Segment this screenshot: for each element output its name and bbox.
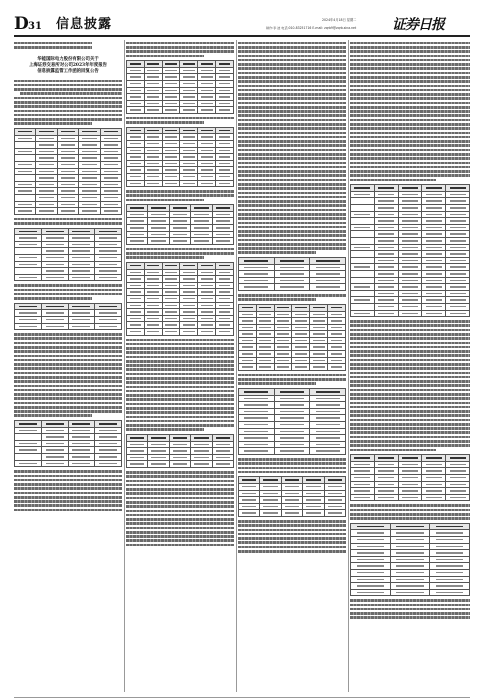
text-line xyxy=(238,102,346,105)
text-line xyxy=(14,80,122,83)
data-table xyxy=(126,434,234,468)
text-line xyxy=(350,153,470,156)
text-line xyxy=(126,531,234,534)
text-line xyxy=(350,337,470,340)
text-line xyxy=(14,402,122,405)
text-line xyxy=(238,537,346,540)
text-line xyxy=(14,376,122,379)
text-line xyxy=(126,488,234,491)
text-line xyxy=(350,397,470,400)
text-line xyxy=(350,324,470,327)
text-line xyxy=(14,342,122,345)
text-line xyxy=(238,114,346,117)
text-line xyxy=(238,230,346,233)
data-table xyxy=(126,127,234,187)
text-line xyxy=(238,222,346,225)
text-line xyxy=(126,121,204,124)
section-letter: D xyxy=(14,14,29,34)
text-line xyxy=(14,509,122,512)
text-line xyxy=(238,234,346,237)
masthead-rule xyxy=(14,35,470,37)
data-table xyxy=(350,184,470,317)
text-line xyxy=(14,110,122,113)
text-line xyxy=(238,467,346,470)
text-line xyxy=(126,252,234,255)
text-line xyxy=(238,166,346,169)
text-line xyxy=(238,59,346,62)
text-line xyxy=(238,529,346,532)
text-line xyxy=(350,157,470,160)
text-line xyxy=(350,389,470,392)
text-line xyxy=(238,174,346,177)
text-line xyxy=(238,50,346,53)
text-line xyxy=(350,59,470,62)
text-line xyxy=(14,42,92,45)
text-line xyxy=(238,157,346,160)
text-line xyxy=(238,136,346,139)
text-line xyxy=(126,117,234,120)
text-line xyxy=(14,350,122,353)
text-line xyxy=(14,284,122,287)
text-line xyxy=(126,343,234,346)
text-line xyxy=(14,97,122,100)
text-line xyxy=(350,354,470,357)
text-line xyxy=(238,110,346,113)
text-line xyxy=(350,80,470,83)
newspaper-logo: 证券日报 xyxy=(392,17,444,33)
text-line xyxy=(14,385,122,388)
text-line xyxy=(126,501,234,504)
article-title-line: 信息披露监管工作函的回复公告 xyxy=(37,68,99,74)
text-line xyxy=(14,84,122,87)
text-line xyxy=(14,293,122,296)
text-line xyxy=(126,46,234,49)
text-line xyxy=(14,355,122,358)
text-line xyxy=(238,63,346,66)
text-line xyxy=(350,410,470,413)
text-line xyxy=(350,140,470,143)
text-line xyxy=(350,76,470,79)
text-line xyxy=(350,393,470,396)
text-line xyxy=(350,359,470,362)
text-line xyxy=(126,377,234,380)
text-line xyxy=(350,93,470,96)
text-line xyxy=(238,42,346,45)
text-line xyxy=(126,514,234,517)
column-divider xyxy=(124,40,125,692)
text-line xyxy=(126,522,234,525)
column-divider xyxy=(348,40,349,692)
text-line xyxy=(350,342,470,345)
text-line xyxy=(238,179,346,182)
data-table xyxy=(126,204,234,245)
column-4 xyxy=(350,40,470,692)
text-line xyxy=(238,251,316,254)
text-line xyxy=(14,393,122,396)
text-line xyxy=(14,88,122,91)
text-line xyxy=(350,509,470,512)
text-line xyxy=(238,226,346,229)
text-line xyxy=(14,492,122,495)
column-divider xyxy=(236,40,237,692)
text-line xyxy=(350,329,470,332)
text-line xyxy=(350,372,470,375)
text-line xyxy=(126,471,234,474)
text-line xyxy=(238,541,346,544)
text-line xyxy=(238,93,346,96)
text-line xyxy=(350,380,470,383)
text-line xyxy=(350,367,470,370)
text-line xyxy=(126,424,234,427)
text-line xyxy=(126,199,204,202)
text-line xyxy=(126,544,234,547)
column-3 xyxy=(238,40,346,692)
data-table xyxy=(350,523,470,597)
text-line xyxy=(126,403,234,406)
text-line xyxy=(238,144,346,147)
text-line xyxy=(350,132,470,135)
text-line xyxy=(238,153,346,156)
text-line xyxy=(350,162,470,165)
text-line xyxy=(126,55,204,58)
text-line xyxy=(14,372,122,375)
text-line xyxy=(14,333,122,336)
text-line xyxy=(350,119,470,122)
text-line xyxy=(238,471,346,474)
text-line xyxy=(14,101,122,104)
text-line xyxy=(14,470,122,473)
column-1 xyxy=(14,40,122,692)
text-line xyxy=(350,127,470,130)
text-line xyxy=(350,376,470,379)
text-line xyxy=(126,480,234,483)
text-line xyxy=(14,414,92,417)
text-line xyxy=(20,92,122,95)
text-line xyxy=(126,356,234,359)
text-line xyxy=(350,333,470,336)
text-line xyxy=(14,504,122,507)
text-line xyxy=(126,505,234,508)
text-line xyxy=(14,46,92,49)
text-line xyxy=(350,174,470,177)
text-line xyxy=(126,484,234,487)
text-line xyxy=(14,483,122,486)
text-line xyxy=(14,487,122,490)
data-table xyxy=(238,388,346,455)
data-table xyxy=(14,420,122,467)
text-line xyxy=(126,527,234,530)
text-line xyxy=(350,444,470,447)
text-line xyxy=(126,518,234,521)
text-line xyxy=(238,149,346,152)
text-line xyxy=(350,612,470,615)
text-line xyxy=(126,539,234,542)
text-line xyxy=(238,374,346,377)
text-line xyxy=(350,55,470,58)
text-line xyxy=(238,140,346,143)
data-table xyxy=(350,454,470,501)
text-line xyxy=(350,179,436,182)
text-line xyxy=(238,382,316,385)
text-line xyxy=(350,504,470,507)
text-line xyxy=(126,339,234,342)
text-line xyxy=(126,360,234,363)
text-line xyxy=(238,76,346,79)
text-line xyxy=(126,492,234,495)
data-table xyxy=(126,60,234,114)
text-line xyxy=(126,510,234,513)
text-line xyxy=(238,217,346,220)
text-line xyxy=(350,114,470,117)
text-line xyxy=(350,384,470,387)
text-line xyxy=(238,458,346,461)
text-line xyxy=(350,616,470,619)
text-line xyxy=(14,380,122,383)
text-line xyxy=(126,373,234,376)
text-line xyxy=(238,247,346,250)
text-line xyxy=(238,298,316,301)
text-line xyxy=(126,416,234,419)
text-line xyxy=(238,106,346,109)
text-line xyxy=(350,517,470,520)
text-line xyxy=(350,431,470,434)
text-line xyxy=(126,364,234,367)
text-line xyxy=(350,166,470,169)
text-line xyxy=(350,136,470,139)
text-line xyxy=(126,351,234,354)
text-line xyxy=(14,105,122,108)
text-line xyxy=(14,496,122,499)
text-line xyxy=(238,213,346,216)
text-line xyxy=(238,378,346,381)
text-line xyxy=(126,190,234,193)
text-line xyxy=(126,535,234,538)
text-line xyxy=(126,368,234,371)
text-line xyxy=(238,294,346,297)
text-line xyxy=(350,149,470,152)
text-line xyxy=(238,119,346,122)
section-title: 信息披露 xyxy=(56,17,113,32)
text-line xyxy=(350,63,470,66)
text-line xyxy=(350,604,470,607)
data-table xyxy=(238,257,346,291)
column-2 xyxy=(126,40,234,692)
text-line xyxy=(238,550,346,553)
text-line xyxy=(14,122,92,125)
text-line xyxy=(350,440,470,443)
text-line xyxy=(238,170,346,173)
issue-date: 2024年4月18日 星期二 xyxy=(322,18,357,22)
data-table xyxy=(238,304,346,371)
text-line xyxy=(126,420,234,423)
text-line xyxy=(350,402,470,405)
text-line xyxy=(350,72,470,75)
text-line xyxy=(238,200,346,203)
page-number: 31 xyxy=(28,21,42,32)
text-line xyxy=(238,533,346,536)
text-line xyxy=(126,194,234,197)
text-line xyxy=(14,475,122,478)
text-line xyxy=(14,118,122,121)
text-line xyxy=(350,42,470,45)
text-line xyxy=(14,359,122,362)
text-line xyxy=(238,239,346,242)
text-line xyxy=(238,520,346,523)
text-line xyxy=(14,114,122,117)
text-line xyxy=(350,350,470,353)
article-title xyxy=(14,57,122,75)
text-line xyxy=(350,449,436,452)
text-line xyxy=(126,394,234,397)
text-line xyxy=(14,389,122,392)
text-line xyxy=(238,183,346,186)
text-line xyxy=(126,256,204,259)
text-line xyxy=(238,72,346,75)
data-table xyxy=(14,228,122,282)
text-line xyxy=(126,50,234,53)
text-line xyxy=(238,546,346,549)
text-line xyxy=(126,497,234,500)
text-line xyxy=(14,410,122,413)
data-table xyxy=(238,476,346,517)
text-line xyxy=(350,50,470,53)
text-line xyxy=(238,85,346,88)
text-line xyxy=(238,80,346,83)
text-line xyxy=(14,289,122,292)
text-line xyxy=(14,218,122,221)
text-line xyxy=(14,367,122,370)
text-line xyxy=(126,386,234,389)
text-line xyxy=(126,381,234,384)
text-line xyxy=(350,513,470,516)
text-line xyxy=(238,196,346,199)
data-table xyxy=(126,262,234,336)
text-line xyxy=(350,106,470,109)
text-line xyxy=(350,427,470,430)
footer-rule xyxy=(14,697,470,698)
text-line xyxy=(350,102,470,105)
data-table xyxy=(14,303,122,330)
text-line xyxy=(350,320,470,323)
text-line xyxy=(126,407,234,410)
text-line xyxy=(350,608,470,611)
text-line xyxy=(238,46,346,49)
text-line xyxy=(350,144,470,147)
text-line xyxy=(14,346,122,349)
text-line xyxy=(14,222,122,225)
text-line xyxy=(126,411,234,414)
text-line xyxy=(14,397,122,400)
text-line xyxy=(350,170,470,173)
text-line xyxy=(238,209,346,212)
text-line xyxy=(238,89,346,92)
text-line xyxy=(238,67,346,70)
text-line xyxy=(238,243,346,246)
text-line xyxy=(126,248,234,251)
data-table xyxy=(14,128,122,215)
text-line xyxy=(238,524,346,527)
text-line xyxy=(350,346,470,349)
text-line xyxy=(126,347,234,350)
text-line xyxy=(350,123,470,126)
article-title-line: 上海证券交易所对公司2023年年度报告 xyxy=(28,62,108,68)
text-line xyxy=(350,363,470,366)
text-line xyxy=(126,398,234,401)
text-line xyxy=(350,423,470,426)
text-line xyxy=(238,192,346,195)
text-line xyxy=(14,337,122,340)
text-line xyxy=(350,406,470,409)
text-line xyxy=(238,123,346,126)
text-line xyxy=(350,67,470,70)
editor-contact: 制作:李 波 电话:010-83251716 E-mail: zqrb9@zqrb.sina.net xyxy=(266,26,357,30)
text-line xyxy=(238,97,346,100)
text-line xyxy=(350,419,470,422)
text-line xyxy=(238,55,346,58)
text-line xyxy=(350,97,470,100)
text-line xyxy=(126,428,204,431)
text-line xyxy=(350,110,470,113)
text-line xyxy=(126,42,234,45)
text-line xyxy=(126,390,234,393)
text-line xyxy=(126,475,234,478)
text-line xyxy=(14,406,122,409)
text-line xyxy=(350,85,470,88)
text-line xyxy=(350,46,470,49)
text-line xyxy=(14,363,122,366)
text-line xyxy=(350,89,470,92)
text-line xyxy=(14,479,122,482)
masthead xyxy=(0,0,484,36)
text-line xyxy=(238,204,346,207)
article-title-line: 华能国际电力股份有限公司关于 xyxy=(37,56,99,62)
text-line xyxy=(238,187,346,190)
text-line xyxy=(238,132,346,135)
text-line xyxy=(238,462,346,465)
text-line xyxy=(350,436,470,439)
text-line xyxy=(238,162,346,165)
text-line xyxy=(350,599,470,602)
text-line xyxy=(350,414,470,417)
text-line xyxy=(238,127,346,130)
text-line xyxy=(14,297,92,300)
text-line xyxy=(14,500,122,503)
